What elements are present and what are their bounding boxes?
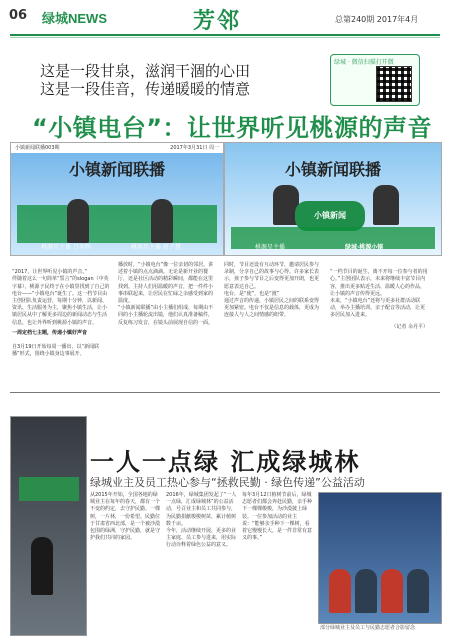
- photo-group-volunteers: [318, 492, 442, 624]
- stage-desk: [17, 205, 217, 243]
- section-divider: [10, 392, 440, 393]
- article-title: “小镇电台”：让世界听见桃源的声音: [32, 114, 433, 142]
- anchor-caption-left: 桃源星主播 吕奕辉: [41, 244, 91, 251]
- article1-col-3: 同时，节目还设有互动环节，邀请居民参与录制，分享自己的故事与心得。许多家长表示，孩子参与节目之后变得更加开朗，也更愿意表达自己。 电台，是“使”，也是“渡” 通过声音的传递，小镇居民之间的联系变得更加紧密。电台不仅是信息的载体，更成为连接人与人之间情感的纽带。: [224, 262, 320, 319]
- article2-col-1: 从2015年开始，全国各地的绿城业主在每年的春天，都有一个不变的约定，去守护民勤。一棵树，一片林，一份希望。民勤位于甘肃省西北部，是一个被沙漠包围的绿洲，守护民勤，就是守护我们共同的家园。: [90, 492, 161, 542]
- volunteer-figure: [329, 569, 351, 613]
- brand-logo: 绿城NEWS: [42, 11, 108, 26]
- photo-news-broadcast-2: [224, 142, 442, 256]
- episode-label: 小镇新闻联播003期: [15, 145, 60, 151]
- anchor-figure: [67, 199, 89, 243]
- article2-subtitle: 绿城业主及员工热心参与“拯救民勤 · 绿色传递”公益活动: [90, 476, 365, 489]
- booth-banner: [19, 477, 79, 501]
- lead-lines: [40, 62, 250, 98]
- header-rule: [10, 34, 440, 36]
- header-rule-thin: [10, 37, 440, 38]
- col4-text: “一档节目的诞生，离不开每一位参与者的用心。”主创团队表示，未来将继续丰富节目内容，推出更多贴近生活、温暖人心的作品，让小镇的声音传得更远。 未来，“小镇电台”还将与更多社群活动联动，举办主播培训、亲子配音等活动，让更多居民加入进来。: [330, 269, 428, 319]
- lead-line-2: 这是一段佳音，传递暖暖的情意: [40, 80, 251, 98]
- section-title: 芳邻: [193, 8, 242, 34]
- article1-col-2: 播放时，“小镇电台”像一位亲切的邻居，讲述着小镇的点点滴滴。无论是新开业的餐厅，还是社区活动的精彩瞬间，都能在这里找到。主持人们用温暖的声音，把一件件小事串联起来，让居民在忙碌之余感受到家的温度。 “小镇新闻联播”由小主播们组成，每期由不同的小主播轮流出镜，他们认真准备稿件，反复练习发音，在镜头前展现自信的一面。: [118, 262, 214, 326]
- page-number: 06: [9, 8, 28, 23]
- article2-col-3: 每年3月12日植树节前后，绿城志愿者们都会奔赴民勤，亲手种下一棵棵梭梭，为沙漠披上绿装。一位参加活动的业主说：“能够亲手种下一棵树，看着它慢慢长大，是一件非常有意义的事。”: [242, 492, 313, 542]
- anchor-figure: [373, 185, 399, 225]
- stage-title: 小镇新闻联播: [284, 160, 381, 179]
- article2-title: 一人一点绿 汇成绿城林: [90, 448, 361, 476]
- anchor-figure: [151, 199, 173, 243]
- episode-date: 2017年3月31日 周一: [170, 145, 219, 151]
- volunteer-figure: [407, 569, 429, 613]
- photo-volunteer-booth: [10, 416, 87, 636]
- volunteer-figure: [381, 569, 403, 613]
- issue-info: 总第240期 2017年4月: [335, 15, 419, 24]
- qr-label: 绿城 · 微信扫描打开微: [334, 59, 394, 66]
- col1-tail: 自3月19日开始每周一播出，以“新闻联播”形式，围绕小镇身边事展开。: [12, 344, 100, 358]
- anchor-caption-right: 绿城·桃源小镇: [345, 244, 384, 251]
- photo-news-broadcast-1: [10, 142, 224, 256]
- author-credit: （记者 余丹平）: [391, 323, 428, 330]
- photo-top-bar: [11, 143, 223, 153]
- article1-col-1: [12, 262, 110, 359]
- radio-logo: 小镇新闻: [295, 201, 365, 231]
- volunteer-figure: [355, 569, 377, 613]
- anchor-caption-right: 桃源星主播 周子慧: [131, 244, 181, 251]
- volunteer-figure: [31, 537, 53, 595]
- article2-col-2: 2016年，绿城集团发起了“一人一点绿，汇成绿城林”的公益活动，号召业主和员工共同参与，为民勤捐献梭梭树苗，累计植树数千亩。 今年，活动继续开展，更多的业主家庭、员工参与进来，用实际行动诠释着绿色公益的意义。: [166, 492, 237, 549]
- anchor-caption-left: 桃源星主播: [255, 244, 286, 251]
- lead-line-1: 这是一段甘泉，滋润干涸的心田: [40, 62, 251, 80]
- col1-text: “2017，让世界听见小镇的声音。” 伴随着这么一句简单“誓言”的slogan（中英字幕），桃源子民终于在小镇里找到了自己的电台——“小镇电台”诞生了。这一档节目由主创团队负责运营，每期十分钟，以新闻、资讯、生活服务为主，聚焦小镇生活，让小镇居民从中了解更多周边的新闻动态与生活信息，也让外界听到桃源小镇的声音。: [12, 269, 110, 326]
- stage-title: 小镇新闻联播: [68, 160, 165, 179]
- col1-subhead: 一周定档七主题，传递小镇好声音: [12, 329, 88, 336]
- qr-code-icon[interactable]: [376, 66, 412, 102]
- article1-col-4: [330, 262, 428, 338]
- photo-caption: 部分绿城业主及员工与民勤志愿者合影留念: [320, 625, 416, 631]
